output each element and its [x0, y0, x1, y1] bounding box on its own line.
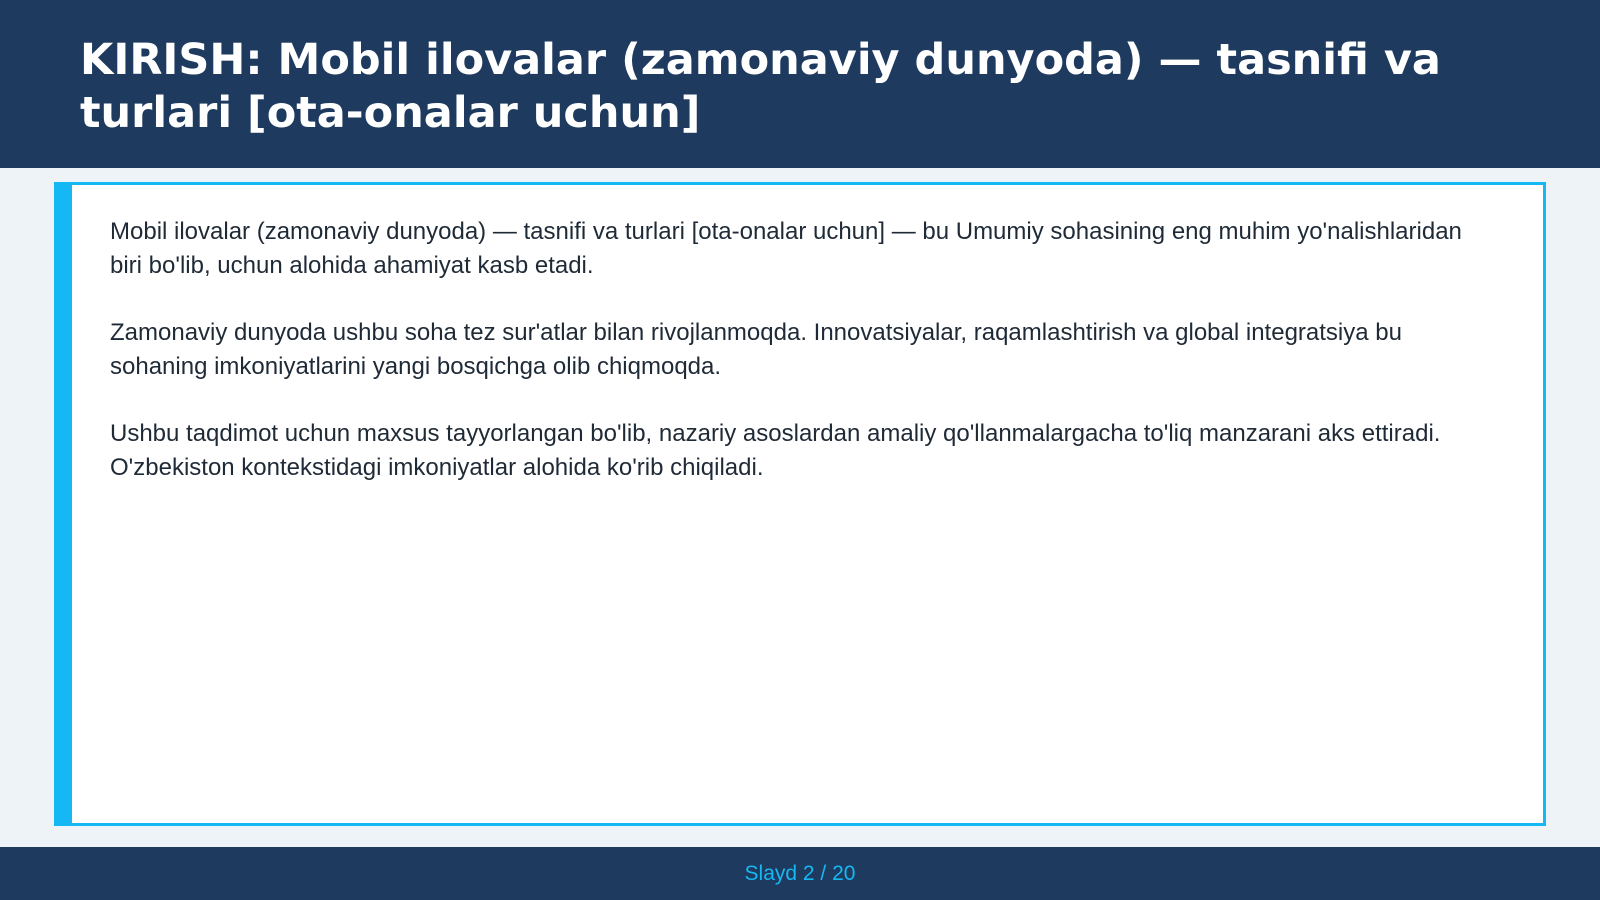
slide-title: KIRISH: Mobil ilovalar (zamonaviy dunyoda) — tasnifi va turlari [ota-onalar uchun] — [80, 35, 1441, 138]
slide-footer — [0, 847, 1600, 900]
slide-content-card — [54, 182, 1546, 826]
slide-header — [0, 0, 1600, 168]
intro-paragraph-3: Ushbu taqdimot uchun maxsus tayyorlangan bo'lib, nazariy asoslardan amaliy qo'llanmalargacha to'liq manzarani aks ettiradi. O'zbekiston kontekstidagi imkoniyatlar alohida ko'rib chiqiladi. — [110, 420, 1441, 481]
intro-paragraph-2: Zamonaviy dunyoda ushbu soha tez sur'atlar bilan rivojlanmoqda. Innovatsiyalar, raqamlashtirish va global integratsiya bu sohaning imkoniyatlarini yangi bosqichga olib chiqmoqda. — [110, 319, 1402, 380]
intro-paragraph-1: Mobil ilovalar (zamonaviy dunyoda) — tasnifi va turlari [ota-onalar uchun] — bu Umumiy sohasining eng muhim yo'nalishlaridan biri bo'lib, uchun alohida ahamiyat kasb etadi. — [110, 218, 1462, 279]
slide-number: Slayd 2 / 20 — [744, 862, 856, 885]
